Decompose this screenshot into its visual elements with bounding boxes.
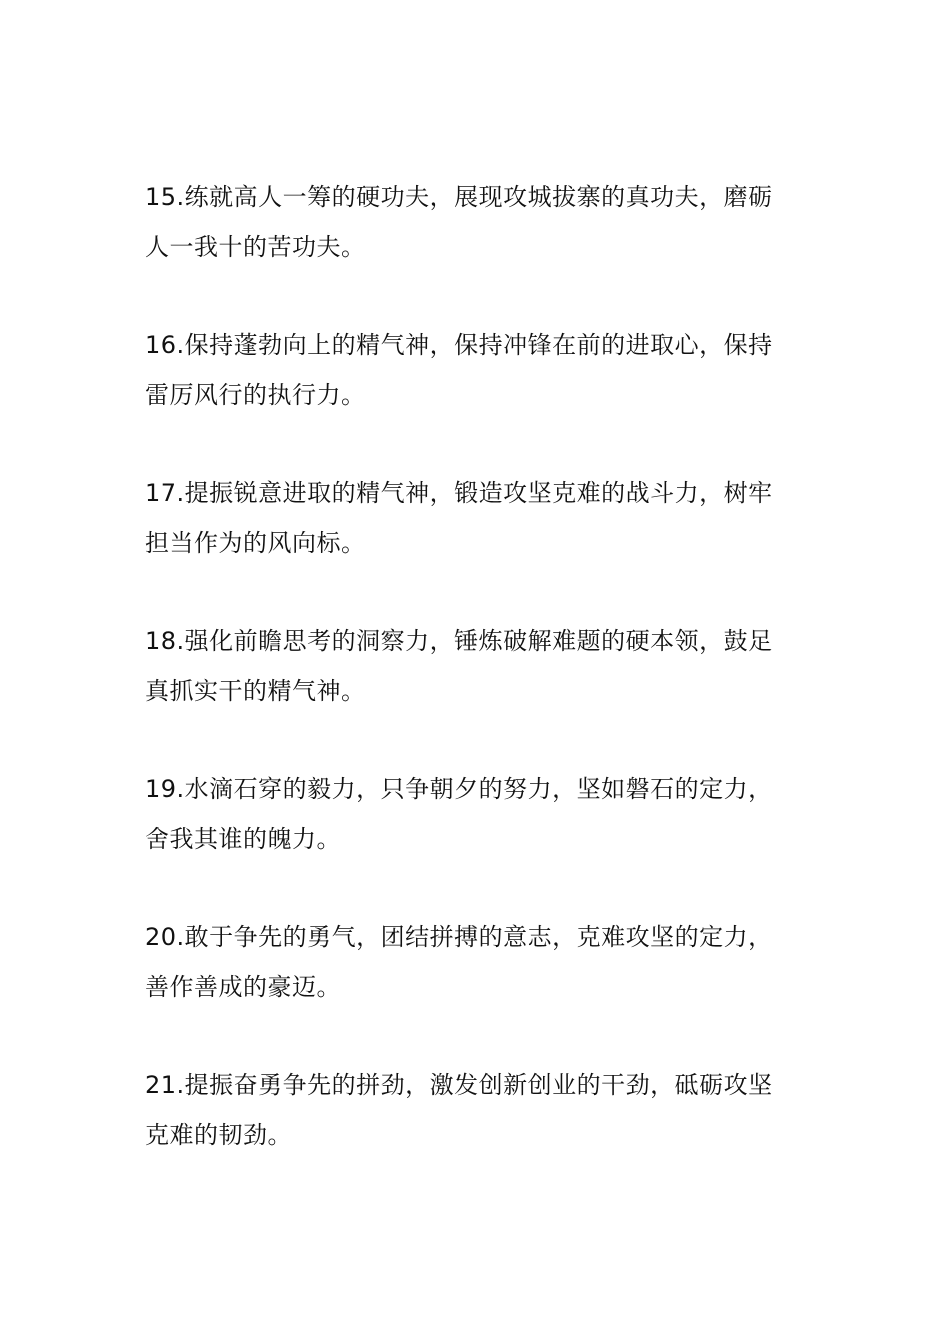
item-19-line-1: 19.水滴石穿的毅力，只争朝夕的努力，坚如磐石的定力， <box>145 775 773 803</box>
item-16-line-2: 雷厉风行的执行力。 <box>145 381 366 409</box>
item-21-line-2: 克难的韧劲。 <box>145 1121 292 1149</box>
list-item-18 <box>145 616 815 716</box>
list-item-20 <box>145 912 815 1012</box>
item-15-line-2: 人一我十的苦功夫。 <box>145 233 366 261</box>
item-21-line-1: 21.提振奋勇争先的拼劲，激发创新创业的干劲，砥砺攻坚 <box>145 1071 773 1099</box>
list-item-17 <box>145 468 815 568</box>
item-19-line-2: 舍我其谁的魄力。 <box>145 825 341 853</box>
document-body <box>145 172 815 1208</box>
item-17-line-2: 担当作为的风向标。 <box>145 529 366 557</box>
item-20-line-2: 善作善成的豪迈。 <box>145 973 341 1001</box>
list-item-15 <box>145 172 815 272</box>
list-item-19 <box>145 764 815 864</box>
list-item-21 <box>145 1060 815 1160</box>
list-item-16 <box>145 320 815 420</box>
item-16-line-1: 16.保持蓬勃向上的精气神，保持冲锋在前的进取心，保持 <box>145 331 773 359</box>
item-15-line-1: 15.练就高人一筹的硬功夫，展现攻城拔寨的真功夫，磨砺 <box>145 183 773 211</box>
item-17-line-1: 17.提振锐意进取的精气神，锻造攻坚克难的战斗力，树牢 <box>145 479 773 507</box>
item-18-line-1: 18.强化前瞻思考的洞察力，锤炼破解难题的硬本领，鼓足 <box>145 627 773 655</box>
item-18-line-2: 真抓实干的精气神。 <box>145 677 366 705</box>
item-20-line-1: 20.敢于争先的勇气，团结拼搏的意志，克难攻坚的定力， <box>145 923 773 951</box>
